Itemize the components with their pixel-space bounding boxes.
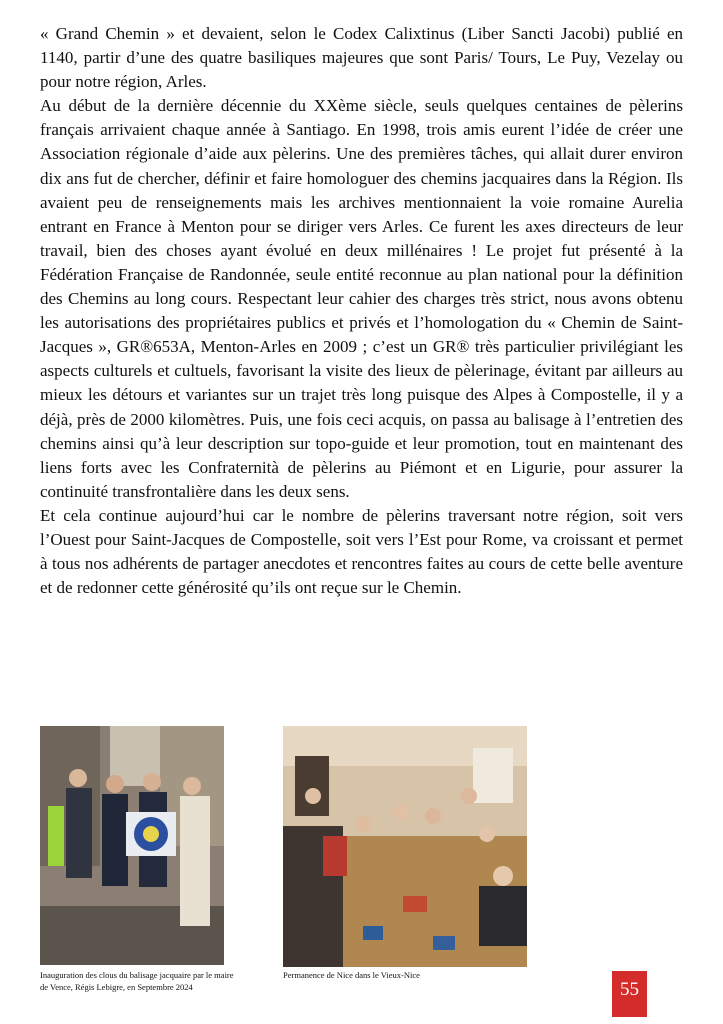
- paragraph-2: Au début de la dernière décennie du XXème siècle, seuls quelques centaines de pèlerins français arrivaient chaque année à Santiago. En 1998, trois amis eurent l’idée de créer une Association régionale d’aide aux pèlerins. Une des premières tâches, qui allait durer environ dix ans fut de chercher, définir et faire homologuer des chemins jacquaires dans la Région. Ils avaient peu de renseignements mais les archives mentionnaient la voie romaine Aurelia entrant en France à Menton pour se diriger vers Arles. Ce furent les axes directeurs de leur travail, bien des choses ayant évolué en deux millénaires ! Le projet fut présenté à la Fédération Française de Randonnée, seule entité reconnue au plan national pour la définition des Chemins au long cours. Respectant leur cahier des charges très strict, nous avons obtenu les autorisations des propriétaires publics et privés et l’homologation du « Chemin de Saint-Jacques », GR®653A, Menton-Arles en 2009 ; c’est un GR® très particulier privilégiant les aspects culturels et cultuels, favorisant la visite des lieux de pèlerinage, évitant par ailleurs au mieux les détours et variantes sur un trajet très long puisque des Alpes à Compostelle, il y a déjà, près de 2000 kilomètres. Puis, une fois ceci acquis, on passa au balisage à l’entretien des chemins ainsi qu’à leur description sur topo-guide et leur promotion, tout en maintenant des liens forts avec les Confraternità de pèlerins au Piémont et en Ligurie, pour assurer la continuité transfrontalière dans les deux sens.: [40, 96, 683, 501]
- page-number: 55: [620, 979, 639, 1000]
- inauguration-photo-image: [40, 726, 224, 965]
- page-number-badge: [612, 971, 647, 1017]
- paragraph-3: Et cela continue aujourd’hui car le nombre de pèlerins traversant notre région, soit vers l’Ouest pour Saint-Jacques de Compostelle, soit vers l’Est pour Rome, va croissant et permet à tous nos adhérents de partager anecdotes et rencontres faites au cours de cette belle aventure et de redonner cette générosité qu’ils ont reçue sur le Chemin.: [40, 505, 683, 598]
- paragraph-1: « Grand Chemin » et devaient, selon le Codex Calixtinus (Liber Sancti Jacobi) publié en 1140, partir d’une des quatre basiliques majeures que sont Paris/ Tours, Le Puy, Vezelay ou pour notre région, Arles.: [40, 24, 683, 92]
- photo-inauguration: [40, 726, 224, 965]
- caption-inauguration: Inauguration des clous du balisage jacquaire par le maire de Vence, Régis Lebigre, en Septembre 2024: [40, 970, 234, 992]
- article-body: [40, 22, 683, 600]
- photo-permanence: [283, 726, 527, 967]
- permanence-photo-image: [283, 726, 527, 967]
- caption-permanence: Permanence de Nice dans le Vieux-Nice: [283, 970, 420, 980]
